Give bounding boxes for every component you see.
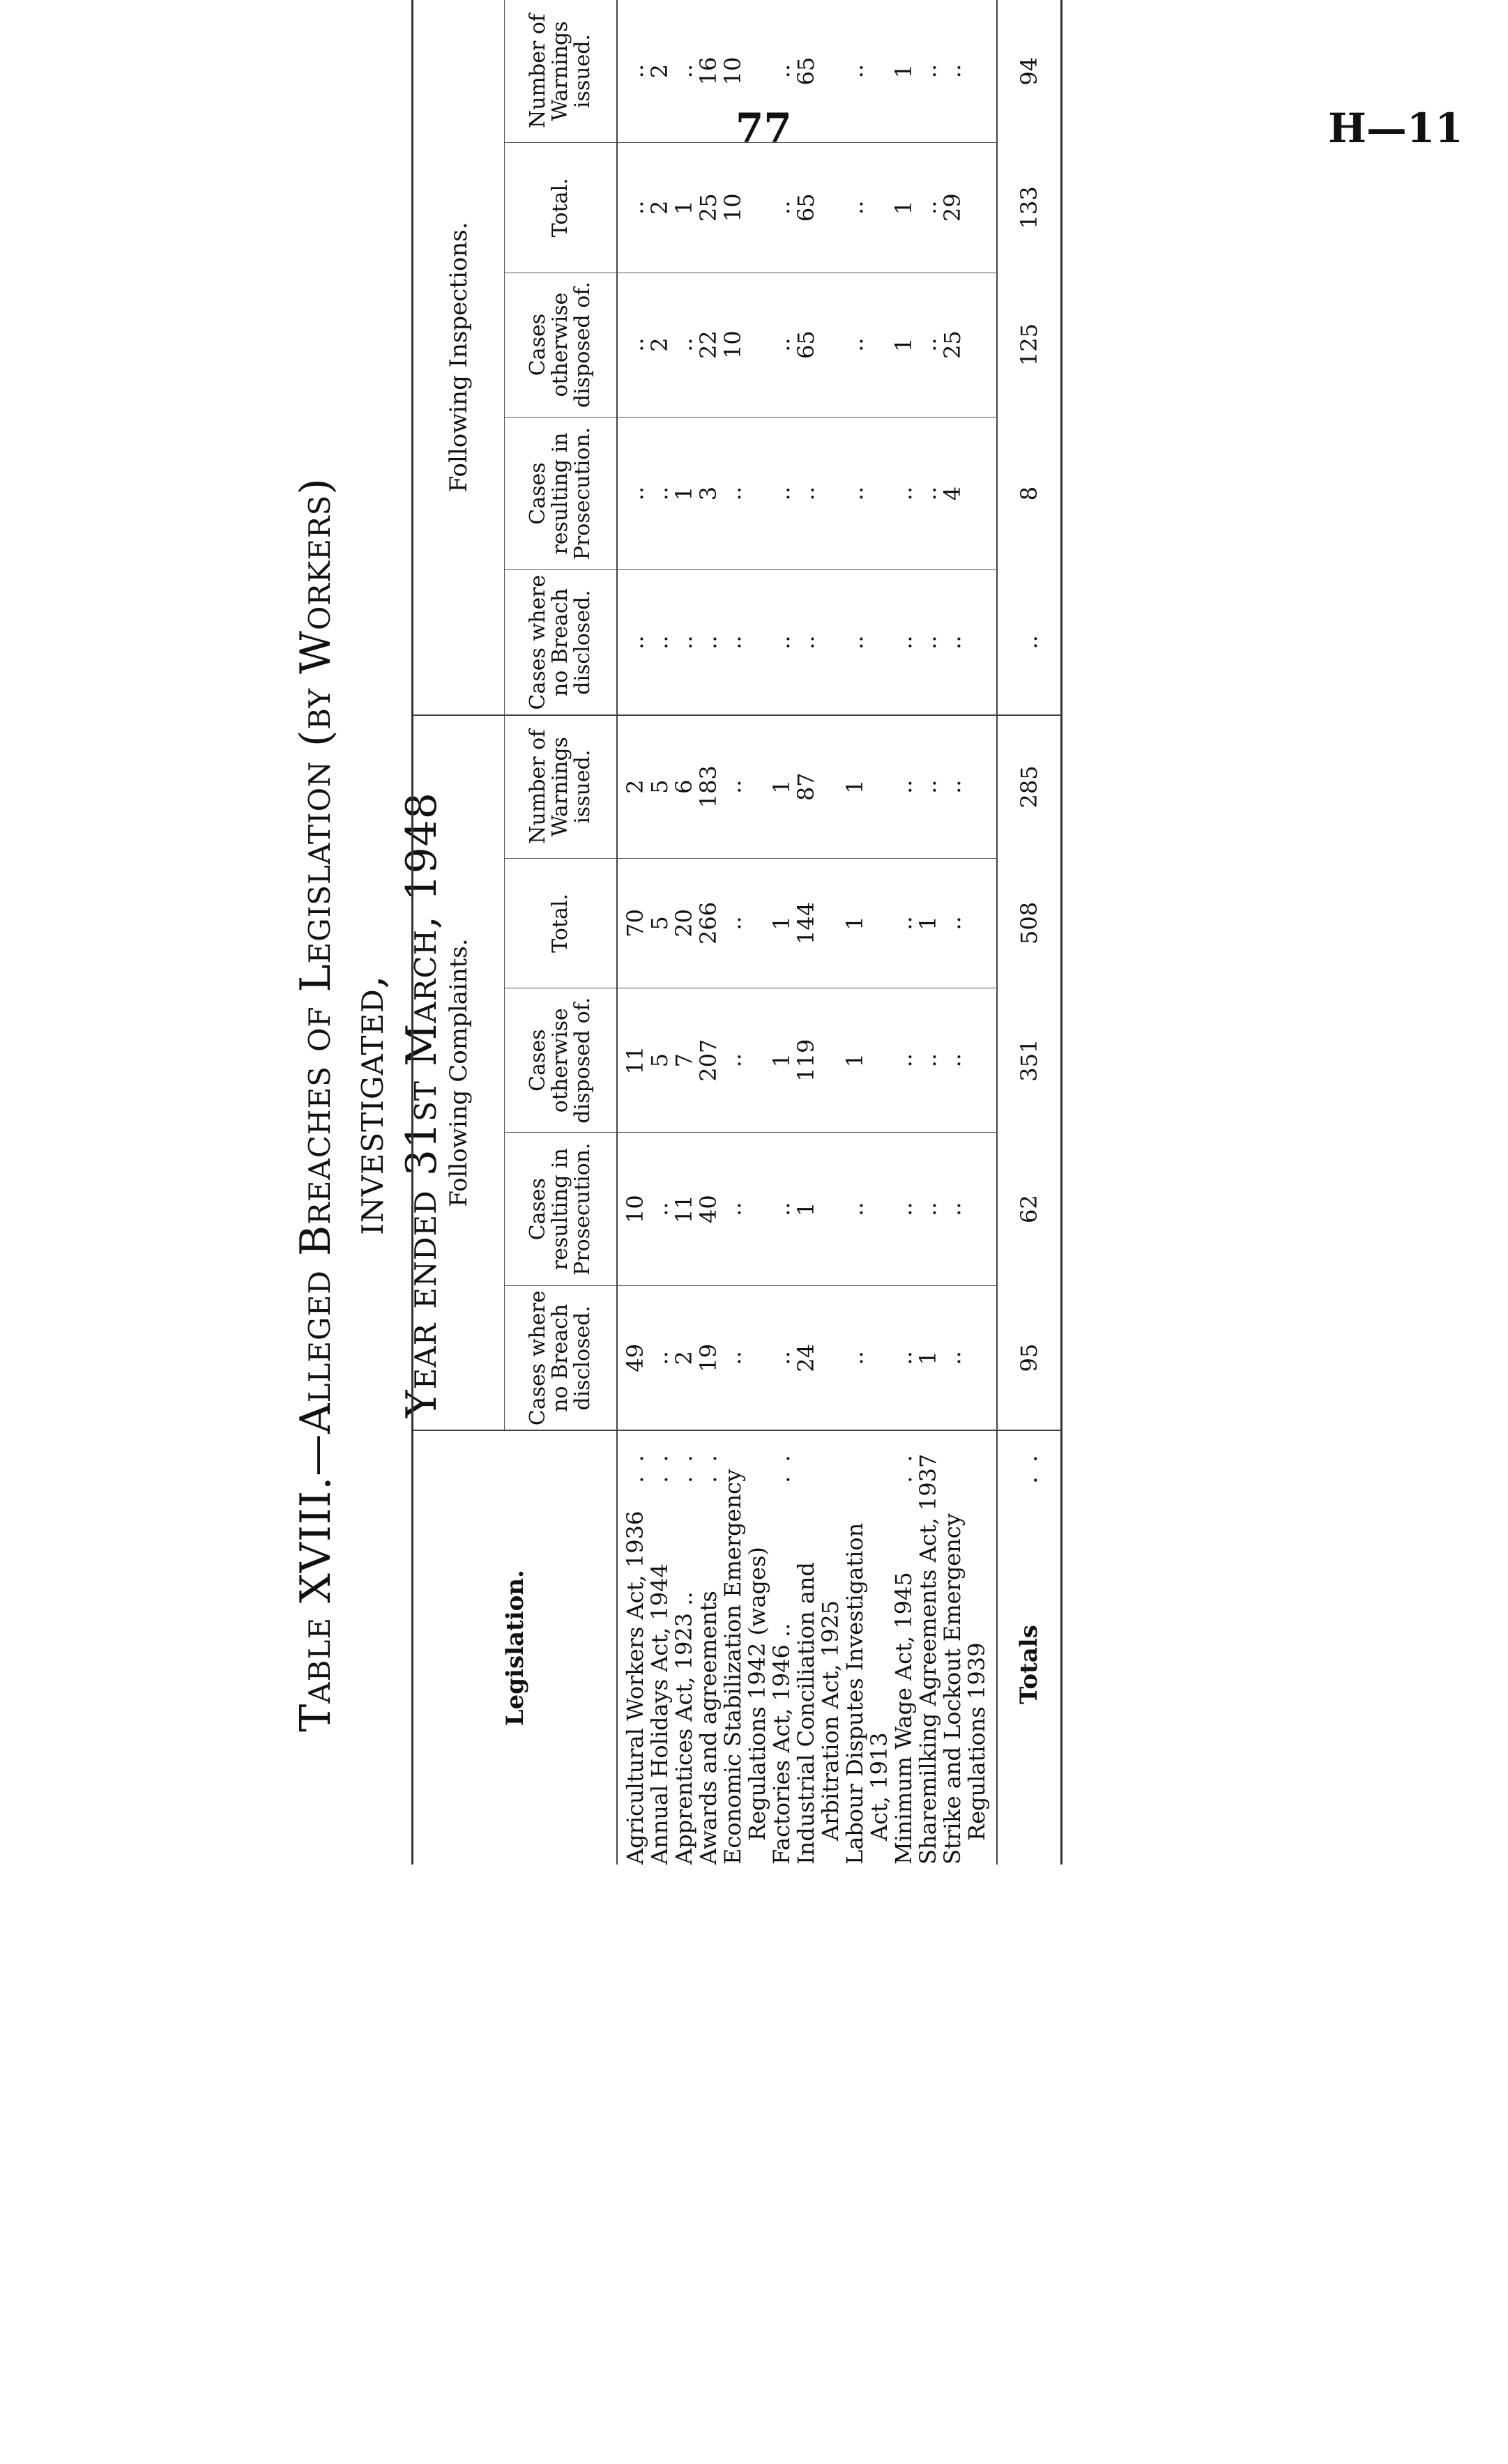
cell: ..	[841, 63, 868, 79]
cell: ..	[695, 635, 722, 650]
cell: ..	[768, 635, 795, 650]
total-complaints-total: 508	[997, 858, 1062, 988]
cell: 3	[695, 486, 722, 501]
cell: ..	[719, 1202, 746, 1216]
legislation-name: Factories Act, 1946	[768, 1644, 795, 1865]
cell: ..	[719, 1053, 746, 1068]
legislation-name: Apprentices Act, 1923	[671, 1612, 697, 1865]
total-complaints-otherwise: 351	[997, 988, 1062, 1133]
cell: 1	[890, 63, 917, 79]
cell: 1	[768, 779, 795, 794]
cell: ..	[646, 635, 673, 650]
cell: ..	[915, 1202, 941, 1216]
legislation-name-continued: Regulations 1939	[964, 1642, 990, 1841]
col-header-inspections-prosecution: Cases resulting in Prosecution.	[505, 417, 618, 570]
cell: ..	[915, 200, 941, 215]
legislation-name: Agricultural Workers Act, 1936	[622, 1510, 648, 1865]
col-header-inspections-no-breach: Cases where no Breach disclosed.	[505, 570, 618, 715]
legislation-list	[617, 1430, 997, 1865]
cell: 5	[646, 916, 673, 931]
cell: 144	[793, 901, 819, 944]
cell: 2	[646, 200, 673, 215]
cell: 1	[671, 486, 697, 501]
totals-label: Totals	[1015, 1625, 1043, 1704]
total-complaints-warnings: 285	[997, 715, 1062, 858]
cell: ..	[719, 486, 746, 501]
legislation-name-continued: Regulations 1942 (wages)	[744, 1547, 770, 1841]
legislation-name: Minimum Wage Act, 1945	[890, 1572, 917, 1865]
cell: ..	[939, 635, 966, 650]
cell: ..	[939, 63, 966, 79]
cell: 20	[671, 909, 697, 938]
cell: ..	[622, 200, 648, 215]
legislation-item	[916, 1431, 940, 1865]
cell: ..	[939, 779, 966, 794]
legislation-item	[794, 1431, 843, 1865]
total-complaints-no-breach: 95	[997, 1286, 1062, 1431]
group-following-complaints: Following Complaints.	[413, 715, 505, 1431]
legislation-name: Sharemilking Agreements Act, 1937	[915, 1453, 941, 1865]
col-header-complaints-no-breach: Cases where no Breach disclosed.	[505, 1286, 618, 1431]
header-group-row	[413, 0, 505, 1865]
cell: 11	[622, 1046, 648, 1075]
table-title-line-1: Table XVIII.—Alleged Breaches of Legislation (by Workers) investigated,	[291, 477, 393, 1732]
col-header-complaints-otherwise: Cases otherwise disposed of.	[505, 988, 618, 1133]
legislation-name: Economic Stabilization Emergency	[719, 1469, 746, 1865]
legislation-name: Awards and agreements	[695, 1591, 722, 1865]
cell: 2	[622, 779, 648, 794]
cell: ..	[622, 63, 648, 79]
document-reference: H—11	[1328, 105, 1463, 152]
cell: ..	[890, 916, 917, 931]
legislation-item	[940, 1431, 989, 1865]
cell: ..	[939, 1202, 966, 1216]
cell: ..	[719, 635, 746, 650]
cell: ..	[768, 1202, 795, 1216]
cell: 1	[793, 1202, 819, 1216]
cell: 10	[719, 330, 746, 359]
legislation-item: .. Agricultural Workers Act, 1936	[622, 1441, 648, 1865]
legislation-name: Industrial Conciliation and	[793, 1561, 819, 1865]
values-inspections-total	[617, 143, 997, 273]
cell: ..	[890, 635, 917, 650]
cell: ..	[768, 200, 795, 215]
cell: ..	[646, 1351, 673, 1365]
cell: 1	[915, 1351, 941, 1365]
total-inspections-total: 133	[997, 143, 1062, 273]
cell: 1	[841, 779, 868, 794]
legislation-name-continued: Act, 1913	[866, 1732, 892, 1841]
cell: 266	[695, 901, 722, 944]
cell: ..	[841, 635, 868, 650]
cell: 1	[915, 916, 941, 931]
cell: ..	[671, 63, 697, 79]
col-header-inspections-otherwise: Cases otherwise disposed of.	[505, 273, 618, 417]
cell: 2	[646, 63, 673, 79]
cell: ..	[719, 1351, 746, 1365]
cell: ..	[915, 1053, 941, 1068]
legislation-header: Legislation.	[413, 1430, 618, 1865]
cell: 4	[939, 486, 966, 501]
cell: ..	[622, 337, 648, 352]
cell: 2	[646, 337, 673, 352]
cell: 40	[695, 1195, 722, 1224]
cell: ..	[793, 486, 819, 501]
values-complaints-prosecution	[617, 1133, 997, 1286]
cell: ..	[841, 1202, 868, 1216]
legislation-item	[721, 1431, 770, 1865]
cell: 2	[671, 1351, 697, 1365]
cell: 1	[890, 337, 917, 352]
cell: ..	[841, 337, 868, 352]
cell: 1	[890, 200, 917, 215]
cell: 1	[768, 916, 795, 931]
cell: 65	[793, 193, 819, 222]
cell: ..	[939, 916, 966, 931]
cell: 183	[695, 765, 722, 809]
cell: ..	[646, 1202, 673, 1216]
col-header-inspections-total: Total.	[505, 143, 618, 273]
legislation-item: .. Factories Act, 1946 ..	[768, 1441, 795, 1865]
total-inspections-otherwise: 125	[997, 273, 1062, 417]
cell: ..	[915, 486, 941, 501]
cell: 25	[939, 330, 966, 359]
cell: ..	[915, 337, 941, 352]
cell: ..	[622, 635, 648, 650]
cell: ..	[622, 486, 648, 501]
values-complaints-no-breach	[617, 1286, 997, 1431]
cell: 10	[719, 56, 746, 86]
total-complaints-prosecution: 62	[997, 1133, 1062, 1286]
values-complaints-total	[617, 858, 997, 988]
cell: 16	[695, 56, 722, 86]
col-header-complaints-prosecution: Cases resulting in Prosecution.	[505, 1133, 618, 1286]
cell: 5	[646, 1053, 673, 1068]
legislation-name-continued: Arbitration Act, 1925	[817, 1600, 844, 1841]
cell: ..	[768, 337, 795, 352]
total-inspections-no-breach: ..	[997, 570, 1062, 715]
table-body-row	[617, 0, 997, 1865]
cell: ..	[646, 486, 673, 501]
cell: ..	[915, 779, 941, 794]
legislation-item: .. Annual Holidays Act, 1944	[646, 1441, 673, 1865]
cell: 1	[671, 200, 697, 215]
totals-label-cell: .. Totals	[997, 1430, 1062, 1865]
col-header-inspections-warnings: Number of Warnings issued.	[505, 0, 618, 143]
cell: 5	[646, 779, 673, 794]
cell: 10	[622, 1195, 648, 1224]
cell: 65	[793, 56, 819, 86]
cell: ..	[768, 1351, 795, 1365]
cell: 24	[793, 1343, 819, 1372]
cell: 22	[695, 330, 722, 359]
cell: 11	[671, 1195, 697, 1224]
legislation-item: .. Minimum Wage Act, 1945	[890, 1441, 917, 1865]
cell: 65	[793, 330, 819, 359]
cell: ..	[915, 63, 941, 79]
cell: 7	[671, 1053, 697, 1068]
cell: 207	[695, 1039, 722, 1082]
legislation-item: .. Apprentices Act, 1923 ..	[671, 1441, 697, 1865]
values-inspections-prosecution	[617, 417, 997, 570]
values-inspections-warnings	[617, 0, 997, 143]
cell: 10	[719, 193, 746, 222]
legislation-name: Labour Disputes Investigation	[841, 1522, 868, 1865]
values-inspections-otherwise	[617, 273, 997, 417]
legislation-item	[843, 1431, 892, 1865]
cell: ..	[719, 916, 746, 931]
values-inspections-no-breach	[617, 570, 997, 715]
cell: ..	[768, 486, 795, 501]
cell: ..	[719, 779, 746, 794]
col-header-complaints-warnings: Number of Warnings issued.	[505, 715, 618, 858]
table-title-line-2: Year ended 31st March, 1948	[397, 792, 446, 1418]
cell: 119	[793, 1039, 819, 1082]
cell: ..	[793, 635, 819, 650]
page-number: 77	[736, 105, 792, 152]
cell: ..	[890, 1202, 917, 1216]
breaches-table	[411, 0, 1063, 1865]
group-following-inspections: Following Inspections.	[413, 0, 505, 715]
cell: ..	[915, 635, 941, 650]
cell: 1	[841, 1053, 868, 1068]
cell: ..	[671, 635, 697, 650]
cell: 1	[768, 1053, 795, 1068]
cell: 29	[939, 193, 966, 222]
cell: 70	[622, 909, 648, 938]
cell: 6	[671, 779, 697, 794]
cell: 49	[622, 1343, 648, 1372]
cell: ..	[890, 1053, 917, 1068]
cell: ..	[841, 200, 868, 215]
totals-row	[997, 0, 1062, 1865]
cell: 1	[841, 916, 868, 931]
legislation-name: Annual Holidays Act, 1944	[646, 1563, 673, 1865]
cell: ..	[671, 337, 697, 352]
values-complaints-otherwise	[617, 988, 997, 1133]
cell: 25	[695, 193, 722, 222]
cell: ..	[939, 1053, 966, 1068]
cell: 19	[695, 1343, 722, 1372]
cell: ..	[841, 486, 868, 501]
cell: ..	[890, 1351, 917, 1365]
values-complaints-warnings	[617, 715, 997, 858]
legislation-name: Strike and Lockout Emergency	[939, 1513, 966, 1865]
cell: 87	[793, 772, 819, 802]
cell: ..	[890, 486, 917, 501]
legislation-item: .. Awards and agreements	[695, 1441, 722, 1865]
col-header-complaints-total: Total.	[505, 858, 618, 988]
cell: ..	[939, 1351, 966, 1365]
total-inspections-warnings: 94	[997, 0, 1062, 143]
total-inspections-prosecution: 8	[997, 417, 1062, 570]
cell: ..	[890, 779, 917, 794]
cell: ..	[841, 1351, 868, 1365]
cell: ..	[768, 63, 795, 79]
